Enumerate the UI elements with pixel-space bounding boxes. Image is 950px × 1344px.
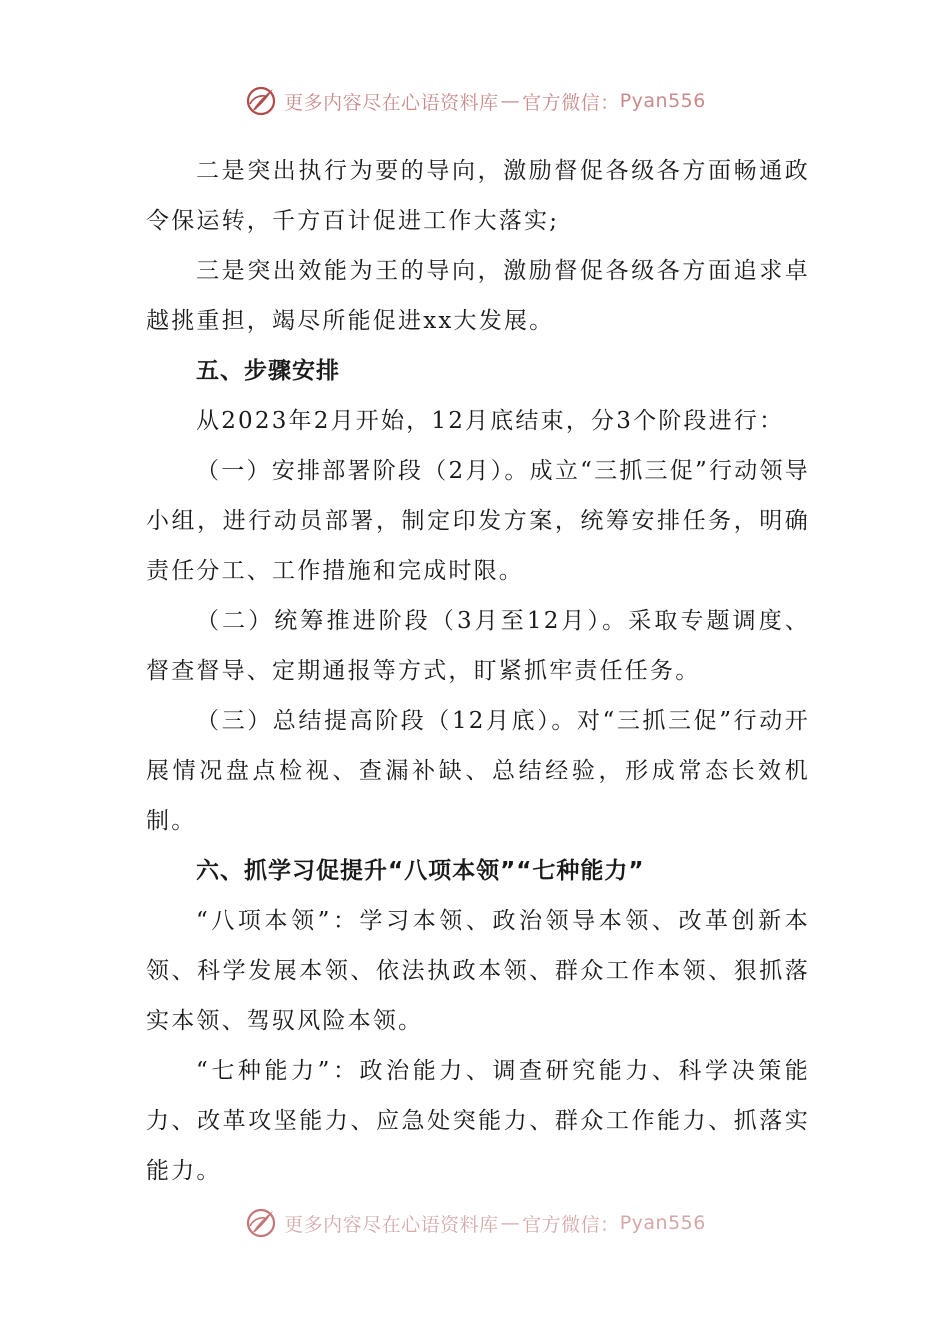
watermark-footer <box>0 1206 950 1240</box>
watermark-header <box>0 84 950 118</box>
paragraph-eight-skills: “八项本领”：学习本领、政治领导本领、改革创新本领、科学发展本领、依法执政本领、群众工作本领、狠抓落实本领、驾驭风险本领。 <box>146 908 810 1034</box>
quill-pen-icon <box>244 1206 278 1240</box>
paragraph-phase-one: （一）安排部署阶段（2月）。成立“三抓三促”行动领导小组，进行动员部署，制定印发方案，统筹安排任务，明确责任分工、工作措施和完成时限。 <box>146 458 810 584</box>
paragraph-seven-abilities: “七种能力”：政治能力、调查研究能力、科学决策能力、改革攻坚能力、应急处突能力、群众工作能力、抓落实能力。 <box>146 1058 810 1184</box>
document-body <box>146 146 810 1196</box>
watermark-wechat-id: Pyan556 <box>619 90 706 112</box>
paragraph-phase-two: （二）统筹推进阶段（3月至12月）。采取专题调度、督查督导、定期通报等方式，盯紧抓牢责任任务。 <box>146 608 810 684</box>
watermark-wechat-id: Pyan556 <box>619 1212 706 1234</box>
watermark-label: 官方微信： <box>522 91 620 114</box>
paragraph-efficiency-orientation: 三是突出效能为王的导向，激励督促各级各方面追求卓越挑重担，竭尽所能促进xx大发展。 <box>146 258 810 334</box>
section-heading-study: 六、抓学习促提升“八项本领”“七种能力” <box>196 858 645 884</box>
quill-pen-icon <box>244 84 278 118</box>
watermark-separator: — <box>500 1212 521 1234</box>
section-heading-steps: 五、步骤安排 <box>196 358 340 384</box>
watermark-text: 更多内容尽在心语资料库 <box>284 91 499 114</box>
watermark-text: 更多内容尽在心语资料库 <box>284 1213 499 1236</box>
paragraph-phase-three: （三）总结提高阶段（12月底）。对“三抓三促”行动开展情况盘点检视、查漏补缺、总结经验，形成常态长效机制。 <box>146 708 810 834</box>
paragraph-execution-orientation: 二是突出执行为要的导向，激励督促各级各方面畅通政令保运转，千方百计促进工作大落实; <box>146 158 810 234</box>
watermark-separator: — <box>500 90 521 112</box>
paragraph-schedule: 从2023年2月开始，12月底结束，分3个阶段进行： <box>196 408 785 434</box>
watermark-label: 官方微信： <box>522 1213 620 1236</box>
